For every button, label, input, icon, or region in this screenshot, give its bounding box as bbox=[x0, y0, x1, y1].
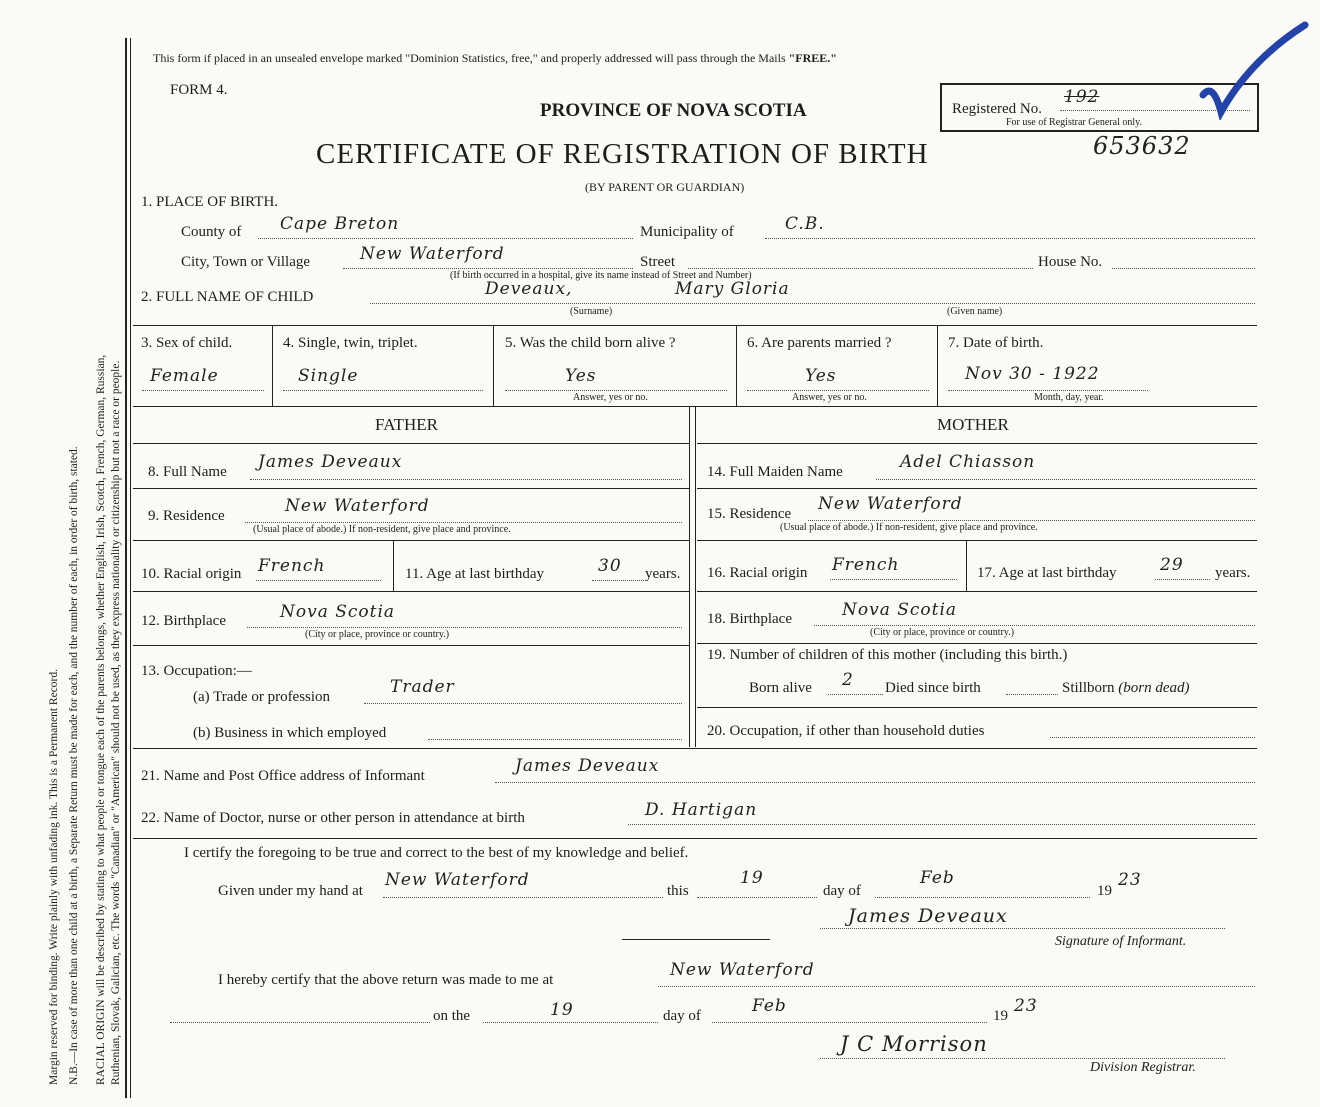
born-alive-caption: Answer, yes or no. bbox=[573, 392, 648, 403]
date-of-birth-value: Nov 30 - 1922 bbox=[965, 364, 1100, 384]
father-age-label: 11. Age at last birthday bbox=[405, 566, 544, 582]
margin-note-racial-origin-cont: Ruthenian, Slovak, Galician, etc. The words "Canadian" or "American" should not be used, as they express nationality or citizenship but not a race or people. bbox=[110, 360, 122, 1085]
father-birthplace-label: 12. Birthplace bbox=[141, 613, 226, 629]
mother-racial-origin-label: 16. Racial origin bbox=[707, 565, 808, 581]
died-since-birth-label: Died since birth bbox=[885, 680, 981, 696]
given-name-caption: (Given name) bbox=[947, 306, 1003, 317]
municipality-label: Municipality of bbox=[640, 224, 734, 240]
certify-this-label: this bbox=[667, 883, 689, 899]
city-value: New Waterford bbox=[360, 244, 505, 264]
mail-notice: This form if placed in an unsealed envelope marked "Dominion Statistics, free," and properly addressed will pass through the Mails "FREE." bbox=[153, 51, 837, 65]
county-value: Cape Breton bbox=[280, 214, 400, 234]
informant-signature: James Deveaux bbox=[848, 905, 1008, 927]
registered-number: 192 bbox=[1064, 87, 1100, 107]
frame-left-line-inner bbox=[130, 38, 131, 1098]
given-place-value: New Waterford bbox=[385, 870, 530, 890]
form-number: FORM 4. bbox=[170, 82, 228, 98]
parents-married-caption: Answer, yes or no. bbox=[792, 392, 867, 403]
certify-year-value: 23 bbox=[1118, 870, 1142, 890]
mother-birthplace-value: Nova Scotia bbox=[842, 600, 958, 620]
registered-label: Registered No. bbox=[952, 101, 1042, 117]
mother-residence-caption: (Usual place of abode.) If non-resident, give place and province. bbox=[780, 522, 1038, 533]
father-birthplace-caption: (City or place, province or country.) bbox=[305, 629, 450, 640]
stillborn-label: Stillborn (born dead) bbox=[1062, 680, 1190, 696]
informant-value: James Deveaux bbox=[515, 756, 660, 776]
father-age-value: 30 bbox=[598, 556, 622, 576]
place-of-birth-heading: 1. PLACE OF BIRTH. bbox=[141, 194, 279, 210]
mother-years-label: years. bbox=[1215, 565, 1251, 581]
father-occupation-label: 13. Occupation:— bbox=[141, 663, 252, 679]
registrar-signature: J C Morrison bbox=[840, 1032, 988, 1056]
father-name-value: James Deveaux bbox=[258, 452, 403, 472]
born-alive-count-label: Born alive bbox=[749, 680, 812, 696]
mother-name-value: Adel Chiasson bbox=[900, 452, 1036, 472]
certify-month-value: Feb bbox=[920, 868, 955, 888]
frame-left-line bbox=[125, 38, 127, 1098]
born-alive-count-value: 2 bbox=[842, 670, 854, 690]
plurality-label: 4. Single, twin, triplet. bbox=[283, 335, 418, 351]
mother-racial-origin-value: French bbox=[832, 555, 900, 575]
municipality-value: C.B. bbox=[785, 214, 825, 234]
father-racial-origin-value: French bbox=[258, 556, 326, 576]
registrar-year-prefix: 19 bbox=[993, 1008, 1008, 1024]
province-heading: PROVINCE OF NOVA SCOTIA bbox=[540, 100, 807, 121]
registrar-statement: I hereby certify that the above return was made to me at bbox=[218, 972, 554, 988]
registrar-signature-label: Division Registrar. bbox=[1090, 1060, 1196, 1075]
father-residence-value: New Waterford bbox=[285, 496, 430, 516]
parents-married-label: 6. Are parents married ? bbox=[747, 335, 892, 351]
attendant-value: D. Hartigan bbox=[645, 800, 758, 820]
registrar-note: For use of Registrar General only. bbox=[1006, 117, 1142, 128]
mother-occupation-label: 20. Occupation, if other than household duties bbox=[707, 723, 985, 739]
sex-value: Female bbox=[150, 366, 219, 386]
born-alive-value: Yes bbox=[565, 366, 597, 386]
father-residence-label: 9. Residence bbox=[148, 508, 225, 524]
date-of-birth-label: 7. Date of birth. bbox=[948, 335, 1044, 351]
father-trade-label: (a) Trade or profession bbox=[193, 689, 331, 705]
certify-statement: I certify the foregoing to be true and correct to the best of my knowledge and belief. bbox=[184, 845, 689, 861]
sex-label: 3. Sex of child. bbox=[141, 335, 233, 351]
born-alive-label: 5. Was the child born alive ? bbox=[505, 335, 676, 351]
registrar-on-the-label: on the bbox=[433, 1008, 471, 1024]
father-birthplace-value: Nova Scotia bbox=[280, 602, 396, 622]
informant-label: 21. Name and Post Office address of Informant bbox=[141, 768, 425, 784]
attendant-label: 22. Name of Doctor, nurse or other person in attendance at birth bbox=[141, 810, 525, 826]
mother-birthplace-caption: (City or place, province or country.) bbox=[870, 627, 1015, 638]
given-under-hand-label: Given under my hand at bbox=[218, 883, 363, 899]
child-surname-value: Deveaux, bbox=[485, 279, 573, 299]
father-trade-value: Trader bbox=[390, 677, 455, 697]
city-label: City, Town or Village bbox=[181, 254, 311, 270]
child-name-label: 2. FULL NAME OF CHILD bbox=[141, 289, 314, 305]
children-count-label: 19. Number of children of this mother (including this birth.) bbox=[707, 647, 1068, 663]
surname-caption: (Surname) bbox=[570, 306, 613, 317]
father-residence-caption: (Usual place of abode.) If non-resident, give place and province. bbox=[253, 524, 511, 535]
date-of-birth-caption: Month, day, year. bbox=[1034, 392, 1104, 403]
margin-note-binding: Margin reserved for binding. Write plainly with unfading ink. This is a Permanent Record. bbox=[48, 668, 60, 1085]
certificate-title: CERTIFICATE OF REGISTRATION OF BIRTH bbox=[316, 138, 929, 170]
margin-note-multiple-births: N.B.—In case of more than one child at a birth, a Separate Return must be made for each, and the number of each, in order of birth, stated. bbox=[68, 446, 80, 1085]
registrar-day-value: 19 bbox=[550, 1000, 574, 1020]
street-label: Street bbox=[640, 254, 675, 270]
check-mark-icon bbox=[1195, 20, 1310, 120]
mother-residence-value: New Waterford bbox=[818, 494, 963, 514]
registrar-place-value: New Waterford bbox=[670, 960, 815, 980]
mother-age-value: 29 bbox=[1160, 555, 1184, 575]
child-given-name-value: Mary Gloria bbox=[675, 279, 790, 299]
plurality-value: Single bbox=[298, 366, 359, 386]
informant-signature-label: Signature of Informant. bbox=[1055, 934, 1187, 949]
county-label: County of bbox=[181, 224, 242, 240]
registrar-day-of-label: day of bbox=[663, 1008, 701, 1024]
registrar-month-value: Feb bbox=[752, 996, 787, 1016]
father-business-label: (b) Business in which employed bbox=[193, 725, 387, 741]
margin-note-racial-origin: RACIAL ORIGIN will be described by stating to what people or tongue each of the parents belongs, whether English, Irish, Scotch, French, German, Russian, bbox=[95, 354, 107, 1085]
father-heading: FATHER bbox=[375, 415, 438, 434]
father-racial-origin-label: 10. Racial origin bbox=[141, 566, 242, 582]
mother-age-label: 17. Age at last birthday bbox=[977, 565, 1117, 581]
father-years-label: years. bbox=[645, 566, 681, 582]
certify-day-value: 19 bbox=[740, 868, 764, 888]
mother-heading: MOTHER bbox=[937, 415, 1009, 434]
handwritten-reference-number: 653632 bbox=[1093, 132, 1191, 160]
certify-day-of-label: day of bbox=[823, 883, 861, 899]
mother-birthplace-label: 18. Birthplace bbox=[707, 611, 792, 627]
house-number-label: House No. bbox=[1038, 254, 1103, 270]
parents-married-value: Yes bbox=[805, 366, 837, 386]
registrar-year-value: 23 bbox=[1014, 996, 1038, 1016]
certificate-subtitle: (BY PARENT OR GUARDIAN) bbox=[585, 180, 745, 194]
mother-name-label: 14. Full Maiden Name bbox=[707, 464, 843, 480]
father-name-label: 8. Full Name bbox=[148, 464, 227, 480]
mother-residence-label: 15. Residence bbox=[707, 506, 792, 522]
hospital-note: (If birth occurred in a hospital, give its name instead of Street and Number) bbox=[450, 270, 752, 281]
certify-year-prefix: 19 bbox=[1097, 883, 1112, 899]
